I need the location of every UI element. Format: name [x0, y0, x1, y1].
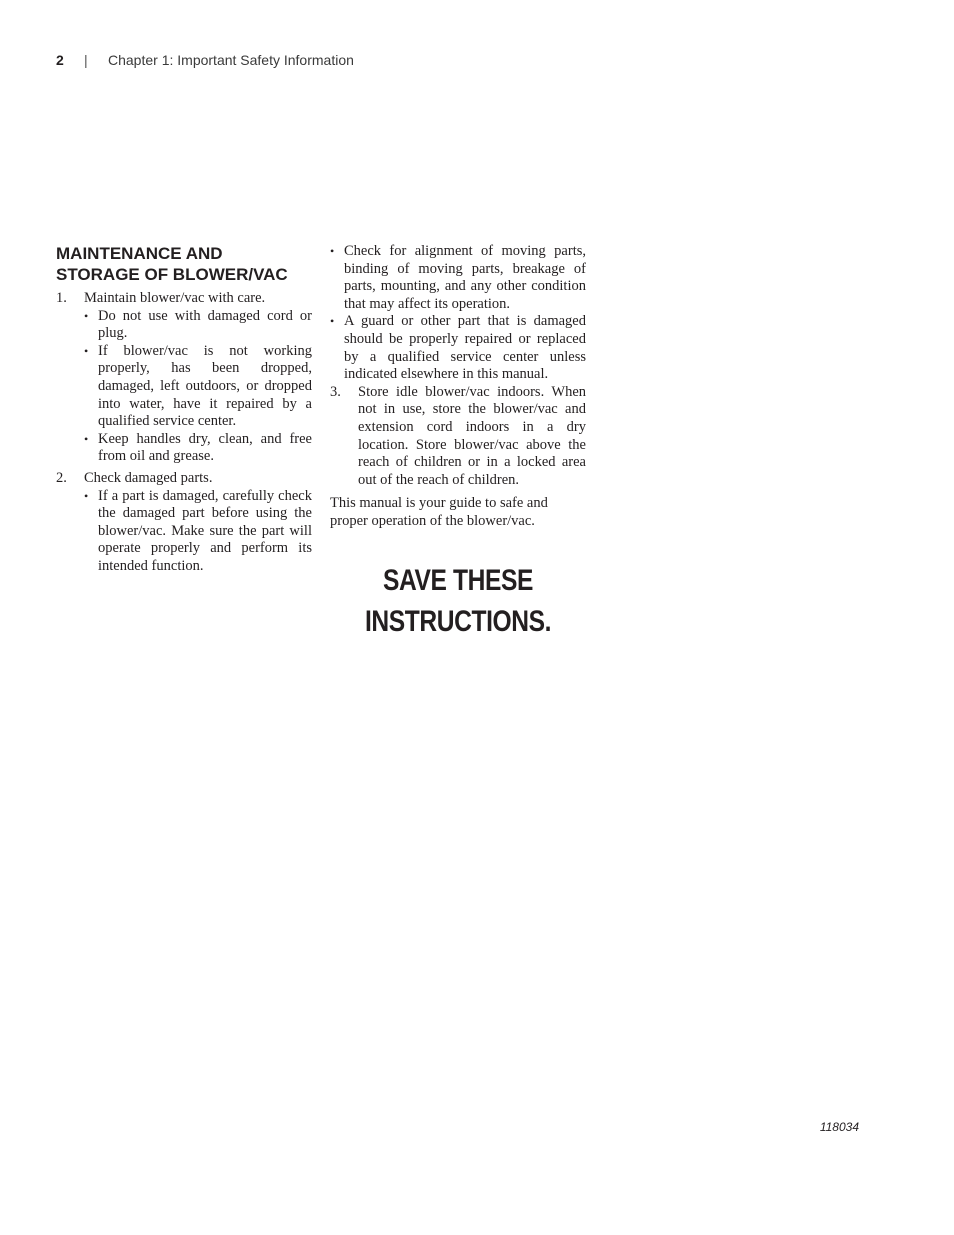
save-instructions-banner: [345, 560, 571, 642]
step-2-bullets-continued: [330, 243, 586, 384]
document-id: 118034: [819, 1120, 859, 1134]
step-text: Check damaged parts.: [84, 469, 213, 486]
steps-list-continued: [330, 384, 586, 490]
save-line-2: INSTRUCTIONS.: [364, 605, 552, 638]
section-heading: [56, 243, 312, 285]
step-1-bullets: [84, 308, 312, 466]
closing-paragraph: This manual is your guide to safe and proper operation of the blower/vac.: [330, 495, 548, 529]
step-2-bullets: [84, 488, 312, 576]
steps-list: [56, 290, 312, 576]
step-number: 2.: [56, 469, 67, 486]
step-3: [330, 384, 586, 490]
step-number: 1.: [56, 290, 67, 306]
header-separator: |: [84, 52, 88, 68]
step-1: [56, 290, 312, 466]
page-header: [56, 52, 354, 68]
bullet-item: • Keep handles dry, clean, and free from oil and grease.: [84, 431, 312, 466]
right-column: [330, 243, 586, 531]
chapter-title: Chapter 1: Important Safety Information: [108, 52, 354, 68]
left-column: [56, 243, 312, 580]
bullet-item: • If blower/vac is not working properly, has been dropped, damaged, left outdoors, or dropped into water, have it repaired by a qualified service center.: [84, 343, 312, 431]
step-number: 3.: [330, 383, 341, 400]
step-text: Store idle blower/vac indoors. When not in use, store the blower/vac and extension cord indoors in a dry location. Store blower/vac above the reach of children or in a locked area out of the reach of children.: [358, 383, 586, 488]
bullet-item: • If a part is damaged, carefully check the damaged part before using the blower/vac. Make sure the part will operate properly and perform its intended function.: [84, 488, 312, 576]
section-heading-line2: STORAGE OF BLOWER/VAC: [56, 265, 288, 284]
bullet-item: • Do not use with damaged cord or plug.: [84, 308, 312, 343]
page-number: 2: [56, 52, 64, 68]
section-heading-line1: MAINTENANCE AND: [56, 244, 223, 263]
step-text: Maintain blower/vac with care.: [84, 290, 266, 306]
bullet-item: • A guard or other part that is damaged should be properly repaired or replaced by a qualified service center unless indicated elsewhere in this manual.: [330, 313, 586, 383]
step-2: [56, 470, 312, 576]
bullet-item: • Check for alignment of moving parts, binding of moving parts, breakage of parts, mounting, and any other condition that may affect its operation.: [330, 243, 586, 313]
save-line-1: SAVE THESE: [383, 564, 533, 597]
